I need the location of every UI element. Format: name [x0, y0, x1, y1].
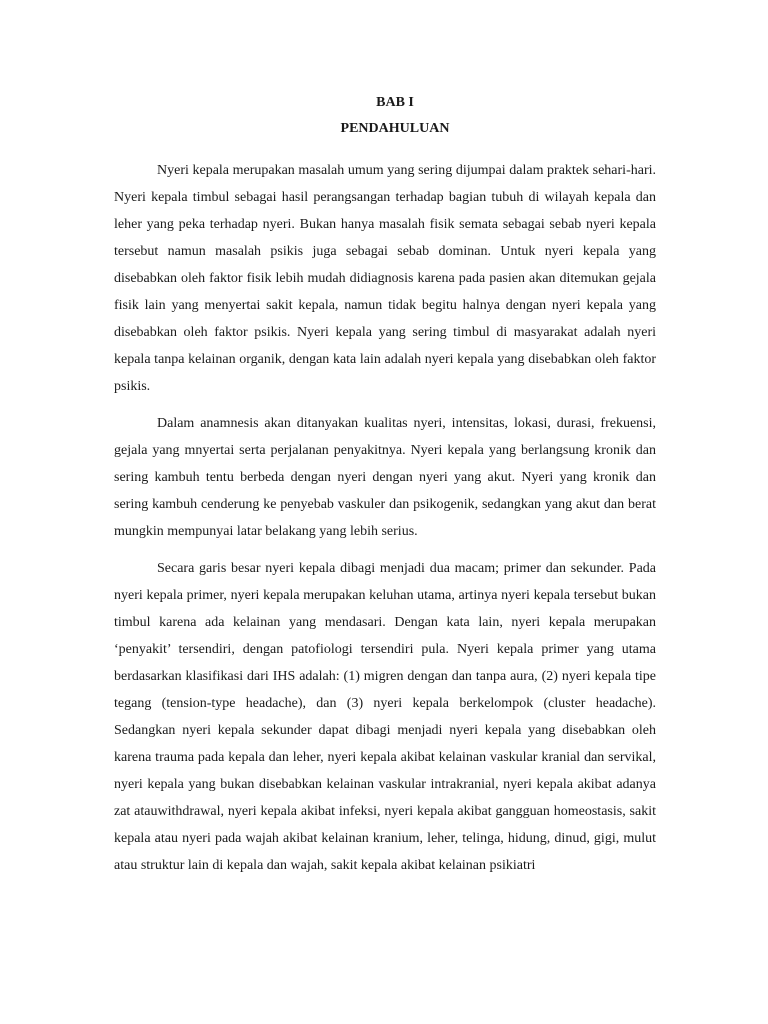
document-page: [114, 90, 656, 889]
paragraph: Secara garis besar nyeri kepala dibagi menjadi dua macam; primer dan sekunder. Pada nyeri kepala primer, nyeri kepala merupakan keluhan utama, artinya nyeri kepala tersebut bukan timbul karena ada kelainan yang mendasari. Dengan kata lain, nyeri kepala merupakan ‘penyakit’ tersendiri, dengan patofiologi tersendiri pula. Nyeri kepala primer yang utama berdasarkan klasifikasi dari IHS adalah: (1) migren dengan dan tanpa aura, (2) nyeri kepala tipe tegang (tension-type headache), dan (3) nyeri kepala berkelompok (cluster headache). Sedangkan nyeri kepala sekunder dapat dibagi menjadi nyeri kepala yang disebabkan oleh karena trauma pada kepala dan leher, nyeri kepala akibat kelainan vaskular kranial dan servikal, nyeri kepala yang bukan disebabkan kelainan vaskular intrakranial, nyeri kepala akibat adanya zat atauwithdrawal, nyeri kepala akibat infeksi, nyeri kepala akibat gangguan homeostasis, sakit kepala atau nyeri pada wajah akibat kelainan kranium, leher, telinga, hidung, dinud, gigi, mulut atau struktur lain di kepala dan wajah, sakit kepala akibat kelainan psikiatri: [114, 561, 656, 873]
paragraph: Nyeri kepala merupakan masalah umum yang sering dijumpai dalam praktek sehari-hari. Nyeri kepala timbul sebagai hasil perangsangan terhadap bagian tubuh di wilayah kepala dan leher yang peka terhadap nyeri. Bukan hanya masalah fisik semata sebagai sebab nyeri kepala tersebut namun masalah psikis juga sebagai sebab dominan. Untuk nyeri kepala yang disebabkan oleh faktor fisik lebih mudah didiagnosis karena pada pasien akan ditemukan gejala fisik lain yang menyertai sakit kepala, namun tidak begitu halnya dengan nyeri kepala yang disebabkan oleh faktor psikis. Nyeri kepala yang sering timbul di masyarakat adalah nyeri kepala tanpa kelainan organik, dengan kata lain adalah nyeri kepala yang disebabkan oleh faktor psikis.: [114, 163, 656, 394]
paragraph: Dalam anamnesis akan ditanyakan kualitas nyeri, intensitas, lokasi, durasi, frekuensi, gejala yang mnyertai serta perjalanan penyakitnya. Nyeri kepala yang berlangsung kronik dan sering kambuh tentu berbeda dengan nyeri dengan nyeri yang akut. Nyeri yang kronik dan sering kambuh cenderung ke penyebab vaskuler dan psikogenik, sedangkan yang akut dan berat mungkin mempunyai latar belakang yang lebih serius.: [114, 416, 656, 539]
chapter-title: PENDAHULUAN: [340, 121, 450, 136]
chapter-number: BAB I: [376, 95, 414, 110]
